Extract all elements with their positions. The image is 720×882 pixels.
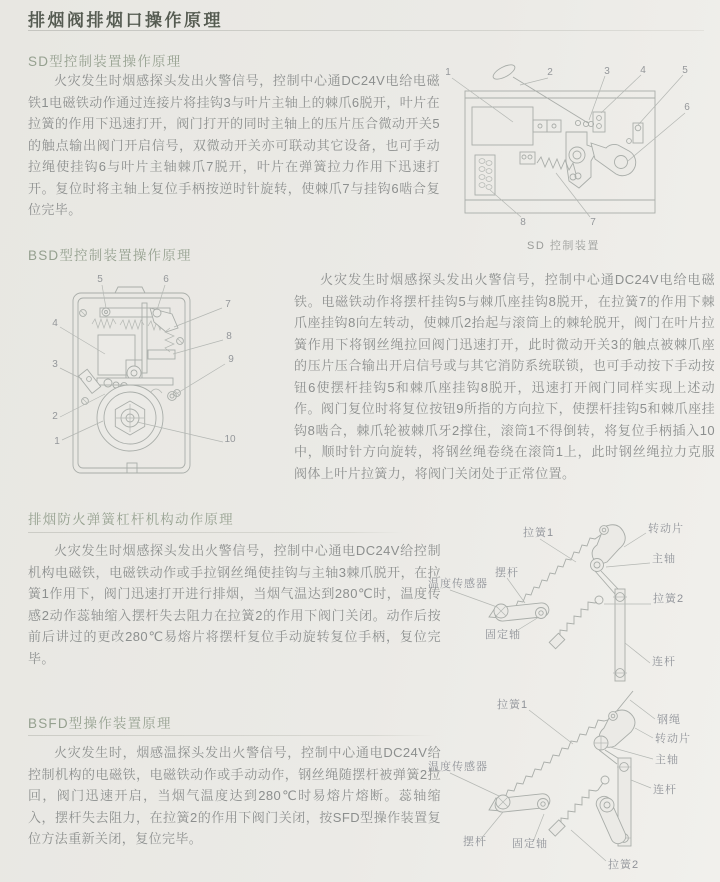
heading-divider	[28, 532, 403, 533]
part-number-label: 1	[445, 67, 451, 78]
part-number-label: 6	[163, 274, 169, 285]
lever1-linework	[450, 525, 651, 681]
pendulum-rod	[489, 793, 551, 813]
part-number-label: 9	[228, 354, 234, 365]
part-number-label: 7	[590, 217, 596, 228]
label-steel-rope: 钢绳	[657, 714, 681, 726]
part-number-label: 7	[225, 299, 231, 310]
label-fixed-shaft: 固定轴	[485, 629, 521, 641]
part-number-label: 2	[547, 67, 553, 78]
label-pendulum-rod: 摆杆	[495, 567, 519, 579]
section-heading-sd: SD型控制装置操作原理	[28, 54, 182, 69]
fixed-shaft-pivot	[536, 608, 547, 619]
link-rod	[615, 589, 625, 681]
section-heading-bsd: BSD型控制装置操作原理	[28, 248, 192, 263]
bsd-control-device-diagram	[30, 266, 282, 484]
pendulum-rod	[489, 602, 550, 622]
label-temp-sensor: 温度传感器	[428, 761, 488, 773]
sd-diagram-linework	[452, 62, 685, 217]
label-rotating-piece: 转动片	[655, 733, 691, 745]
micro-switch	[593, 112, 605, 132]
sd-diagram-caption: SD 控制装置	[527, 240, 600, 252]
label-link-rod: 连杆	[653, 784, 677, 796]
spring1	[511, 534, 602, 611]
section-body-sd: 火灾发生时烟感探头发出火警信号，控制中心通DC24V电给电磁铁1电磁铁动作通过连接片将挂钩3与叶片主轴上的棘爪6脱开，叶片在拉簧的作用下迅速打开，阀门打开的同时主轴上的压片压合微动开关5的触点输出阀门开启信号，双微动开关亦可联动其它设备，也可手动拉绳使挂钩6与叶片主轴棘爪7脱开，叶片在弹簧拉力作用下迅速打开。复位时将主轴上复位手柄按逆时针旋转，使棘爪7与挂钩6啮合复位完毕。	[28, 73, 440, 217]
label-main-shaft: 主轴	[652, 553, 676, 565]
part-number-label: 5	[682, 65, 688, 76]
section-heading-bsfd: BSFD型操作装置原理	[28, 716, 172, 731]
terminal-block	[475, 155, 495, 195]
cam	[591, 143, 636, 176]
part-number-label: 5	[97, 274, 103, 285]
page-title: 排烟阀排烟口操作原理	[28, 11, 223, 30]
label-link-rod: 连杆	[652, 656, 676, 668]
spring-lever-mechanism-diagram	[425, 505, 720, 700]
title-divider	[28, 30, 704, 31]
section-body-bsd: 火灾发生时烟感探头发出火警信号，控制中心通DC24V电给电磁铁。电磁铁动作将摆杆挂钩5与棘爪座挂钩8脱开，在拉簧7的作用下棘爪座挂钩8向左转动，使棘爪2抬起与滚筒上的棘轮脱开，阀门在叶片拉簧作用下将钢丝绳拉回阀门迅速打开，此时微动开关3的触点被棘爪座的压片压合输出开启信号或与其它消防系统联锁，也可手动按下手动按钮6使摆杆挂钩5和棘爪座挂钩8脱开，迅速打开阀门同样实现上述动作。阀门复位时将复位按钮9所指的方向拉下，使摆杆挂钩5和棘爪座挂钩8啮合，棘爪轮被棘爪牙2撑住，滚筒1不得倒转，将复位手柄插入10中，顺时针方向旋转，将钢丝绳卷绕在滚筒1上，此时钢丝绳拉力克服阀体上叶片拉簧力，将阀门关闭处于正常位置。	[294, 272, 715, 481]
lever2-labels	[428, 697, 691, 871]
bsd-diagram-linework	[60, 285, 225, 473]
label-spring2: 拉簧2	[608, 859, 640, 871]
electromagnet	[472, 107, 533, 145]
part-number-label: 10	[224, 434, 236, 445]
part-number-label: 3	[52, 359, 58, 370]
section-body-bsfd: 火灾发生时，烟感温探头发出火警信号，控制中心通电DC24V给控制机构的电磁铁，电磁铁动作或手动动作，钢丝绳随摆杆被弹簧2拉回，阀门迅速开启，当烟气温度达到280℃时易熔片熔断。蕊轴缩入，摆杆失去阻力，在拉簧2的作用下阀门关闭，按SFD型操作装置复位方法重新关闭，复位完毕。	[28, 745, 441, 846]
part-number-label: 3	[604, 66, 610, 77]
label-spring1: 拉簧1	[497, 699, 529, 711]
label-pendulum-rod: 摆杆	[463, 836, 487, 848]
drum	[97, 385, 163, 451]
part-number-label: 4	[52, 318, 58, 329]
part-number-label: 8	[226, 331, 232, 342]
heading-divider	[28, 735, 435, 736]
part-number-label: 2	[52, 411, 58, 422]
section-body-lever: 火灾发生时烟感探头发出火警信号，控制中心通电DC24V给控制机构电磁铁，电磁铁动作或手拉钢丝绳使挂钩与主轴3棘爪脱开，在拉簧1作用下，阀门迅速打开进行排烟，当烟气温达到280℃时，温度传感2动作蕊轴缩入摆杆失去阻力在拉簧2的作用下阀门关闭。动作后按前后讲过的更改280℃易熔片将摆杆复位手动旋转复位手柄，复位完毕。	[28, 543, 441, 666]
main-shaft-pivot	[591, 559, 604, 572]
part-number-label: 6	[684, 102, 690, 113]
fixed-shaft-pivot	[538, 799, 549, 810]
spring2	[560, 602, 597, 638]
label-main-shaft: 主轴	[655, 754, 679, 766]
sd-control-device-diagram	[432, 57, 720, 239]
label-spring1: 拉簧1	[523, 527, 555, 539]
label-fixed-shaft: 固定轴	[512, 838, 548, 850]
label-rotating-piece: 转动片	[648, 523, 684, 535]
bsfd-mechanism-diagram	[425, 690, 720, 882]
label-spring2: 拉簧2	[653, 593, 685, 605]
section-heading-lever: 排烟防火弹簧杠杆机构动作原理	[28, 512, 234, 527]
part-number-label: 4	[640, 65, 646, 76]
label-temp-sensor: 温度传感器	[428, 578, 488, 590]
part-number-label: 1	[54, 436, 60, 447]
part-number-label: 8	[520, 217, 526, 228]
